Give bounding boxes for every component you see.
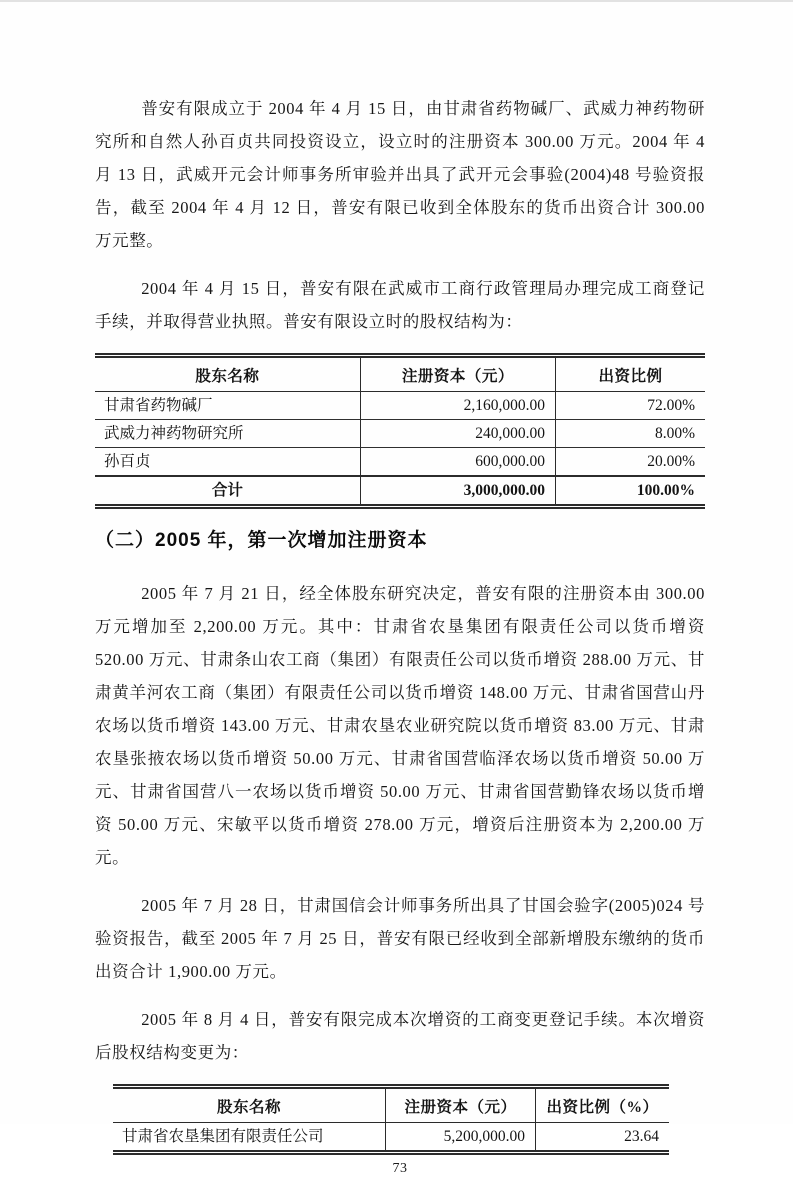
column-header-contribution-ratio: 出资比例（%） (536, 1089, 669, 1123)
registered-capital-value: 2,160,000.00 (360, 392, 555, 420)
registered-capital-value: 5,200,000.00 (385, 1123, 535, 1151)
post-increase-equity-table (113, 1089, 669, 1150)
column-header-registered-capital: 注册资本（元） (360, 358, 555, 392)
paragraph-capital-increase-details: 2005 年 7 月 21 日，经全体股东研究决定，普安有限的注册资本由 300.00 万元增加至 2,200.00 万元。其中：甘肃省农垦集团有限责任公司以货币增资 520.00 万元、甘肃条山农工商（集团）有限责任公司以货币增资 288.00 万元、甘肃黄羊河农工商（集团）有限责任公司以货币增资 148.00 万元、甘肃省国营山丹农场以货币增资 143.00 万元、甘肃农垦农业研究院以货币增资 83.00 万元、甘肃农垦张掖农场以货币增资 50.00 万元、甘肃省国营临泽农场以货币增资 50.00 万元、甘肃省国营八一农场以货币增资 50.00 万元、甘肃省国营勤锋农场以货币增资 50.00 万元、宋敏平以货币增资 278.00 万元，增资后注册资本为 2,200.00 万元。 (95, 584, 705, 867)
shareholder-name: 武威力神药物研究所 (95, 420, 360, 448)
column-header-registered-capital: 注册资本（元） (385, 1089, 535, 1123)
contribution-ratio-value: 8.00% (556, 420, 705, 448)
page-content (95, 92, 705, 1177)
contribution-ratio-value: 23.64 (536, 1123, 669, 1151)
table-total-row (95, 476, 705, 504)
contribution-ratio-value: 72.00% (556, 392, 705, 420)
table-row (113, 1123, 669, 1151)
shareholder-name: 孙百贞 (95, 448, 360, 477)
section-heading-first-capital-increase: （二）2005 年，第一次增加注册资本 (95, 530, 428, 551)
post-increase-equity-table-wrapper (113, 1084, 669, 1155)
table-row (95, 448, 705, 477)
initial-equity-table-wrapper (95, 353, 705, 509)
initial-equity-table (95, 358, 705, 504)
page-number: 73 (392, 1161, 408, 1176)
registered-capital-value: 600,000.00 (360, 448, 555, 477)
paragraph-company-establishment: 普安有限成立于 2004 年 4 月 15 日，由甘肃省药物碱厂、武威力神药物研究所和自然人孙百贞共同投资设立，设立时的注册资本 300.00 万元。2004 年 4 月 13 日，武威开元会计师事务所审验并出具了武开元会事验(2004)48 号验资报告，截至 2004 年 4 月 12 日，普安有限已收到全体股东的货币出资合计 300.00 万元整。 (95, 99, 705, 250)
total-contribution-ratio: 100.00% (556, 476, 705, 504)
registered-capital-value: 240,000.00 (360, 420, 555, 448)
table-row (95, 392, 705, 420)
shareholder-name: 甘肃省农垦集团有限责任公司 (122, 1128, 324, 1145)
contribution-ratio-value: 20.00% (556, 448, 705, 477)
total-registered-capital: 3,000,000.00 (360, 476, 555, 504)
column-header-shareholder-name: 股东名称 (95, 358, 360, 392)
table-header-row (113, 1089, 669, 1123)
column-header-contribution-ratio: 出资比例 (556, 358, 705, 392)
table-row (95, 420, 705, 448)
column-header-shareholder-name: 股东名称 (113, 1089, 385, 1123)
total-label: 合计 (95, 476, 360, 504)
paragraph-registration-change: 2005 年 8 月 4 日，普安有限完成本次增资的工商变更登记手续。本次增资后股权结构变更为： (95, 1010, 705, 1062)
paragraph-business-registration: 2004 年 4 月 15 日，普安有限在武威市工商行政管理局办理完成工商登记手续，并取得营业执照。普安有限设立时的股权结构为： (95, 279, 705, 331)
table-header-row (95, 358, 705, 392)
shareholder-name: 甘肃省药物碱厂 (95, 392, 360, 420)
paragraph-capital-verification: 2005 年 7 月 28 日，甘肃国信会计师事务所出具了甘国会验字(2005)024 号验资报告，截至 2005 年 7 月 25 日，普安有限已经收到全部新增股东缴纳的货币出资合计 1,900.00 万元。 (95, 896, 705, 981)
